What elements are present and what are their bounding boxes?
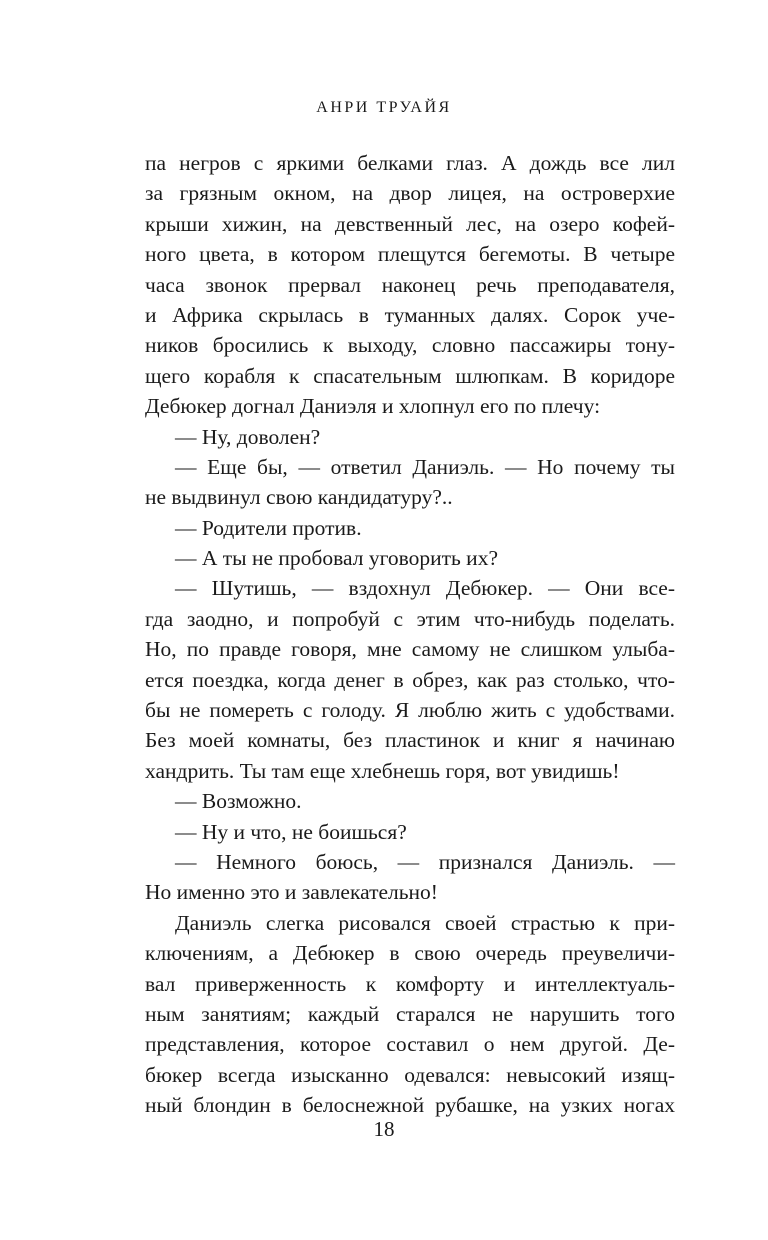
text-line: Но, по правде говоря, мне самому не слишком улыба- <box>145 637 675 662</box>
text-line: Даниэль слегка рисовался своей страстью к при- <box>175 910 675 935</box>
text-line: па негров с яркими белками глаз. А дождь все лил <box>145 151 675 175</box>
text-line: крыши хижин, на девственный лес, на озеро кофей- <box>145 211 675 236</box>
text-line: ников бросились к выходу, словно пассажиры тону- <box>145 333 675 358</box>
text-line: — Шутишь, — вздохнул Дебюкер. — Они все- <box>175 576 675 601</box>
text-line: — Еще бы, — ответил Даниэль. — Но почему ты <box>175 454 675 479</box>
text-line: — Ну, доволен? <box>175 424 321 449</box>
text-line: Дебюкер догнал Даниэля и хлопнул его по плечу: <box>145 394 601 419</box>
text-line: бюкер всегда изысканно одевался: невысокий изящ- <box>145 1062 675 1087</box>
text-line: — Немного боюсь, — признался Даниэль. — <box>175 849 675 874</box>
text-line: бы не помереть с голоду. Я люблю жить с удобствами. <box>145 698 675 723</box>
text-line: — А ты не пробовал уговорить их? <box>175 546 498 571</box>
text-line: — Возможно. <box>175 789 302 814</box>
text-line: представления, которое составил о нем другой. Де- <box>145 1032 675 1057</box>
text-line: Без моей комнаты, без пластинок и книг я начинаю <box>145 728 675 753</box>
text-line: гда заодно, и попробуй с этим что-нибудь поделать. <box>145 606 675 631</box>
text-line: за грязным окном, на двор лицея, на островерхие <box>145 181 675 206</box>
running-head: АНРИ ТРУАЙЯ <box>316 99 452 116</box>
text-line: ного цвета, в котором плещутся бегемоты. В четыре <box>145 242 675 267</box>
text-line: не выдвинул свою кандидатуру?.. <box>145 485 453 510</box>
text-line: хандрить. Ты там еще хлебнешь горя, вот увидишь! <box>145 758 620 783</box>
text-line: вал приверженность к комфорту и интеллектуаль- <box>145 971 675 996</box>
text-line: ным занятиям; каждый старался не нарушить того <box>145 1001 675 1026</box>
page-number: 18 <box>373 1117 395 1141</box>
text-line: часа звонок прервал наконец речь преподавателя, <box>145 272 675 297</box>
text-line: ключениям, а Дебюкер в свою очередь преувеличи- <box>145 941 675 966</box>
text-line: Но именно это и завлекательно! <box>145 880 438 905</box>
body-text <box>145 148 675 1121</box>
text-line: — Родители против. <box>175 515 362 540</box>
text-line: и Африка скрылась в туманных далях. Сорок уче- <box>145 302 675 327</box>
text-line: — Ну и что, не боишься? <box>175 819 407 844</box>
text-line: ный блондин в белоснежной рубашке, на узких ногах <box>145 1093 675 1118</box>
text-line: ется поездка, когда денег в обрез, как раз столько, что- <box>145 667 675 692</box>
text-line: щего корабля к спасательным шлюпкам. В коридоре <box>145 363 675 388</box>
